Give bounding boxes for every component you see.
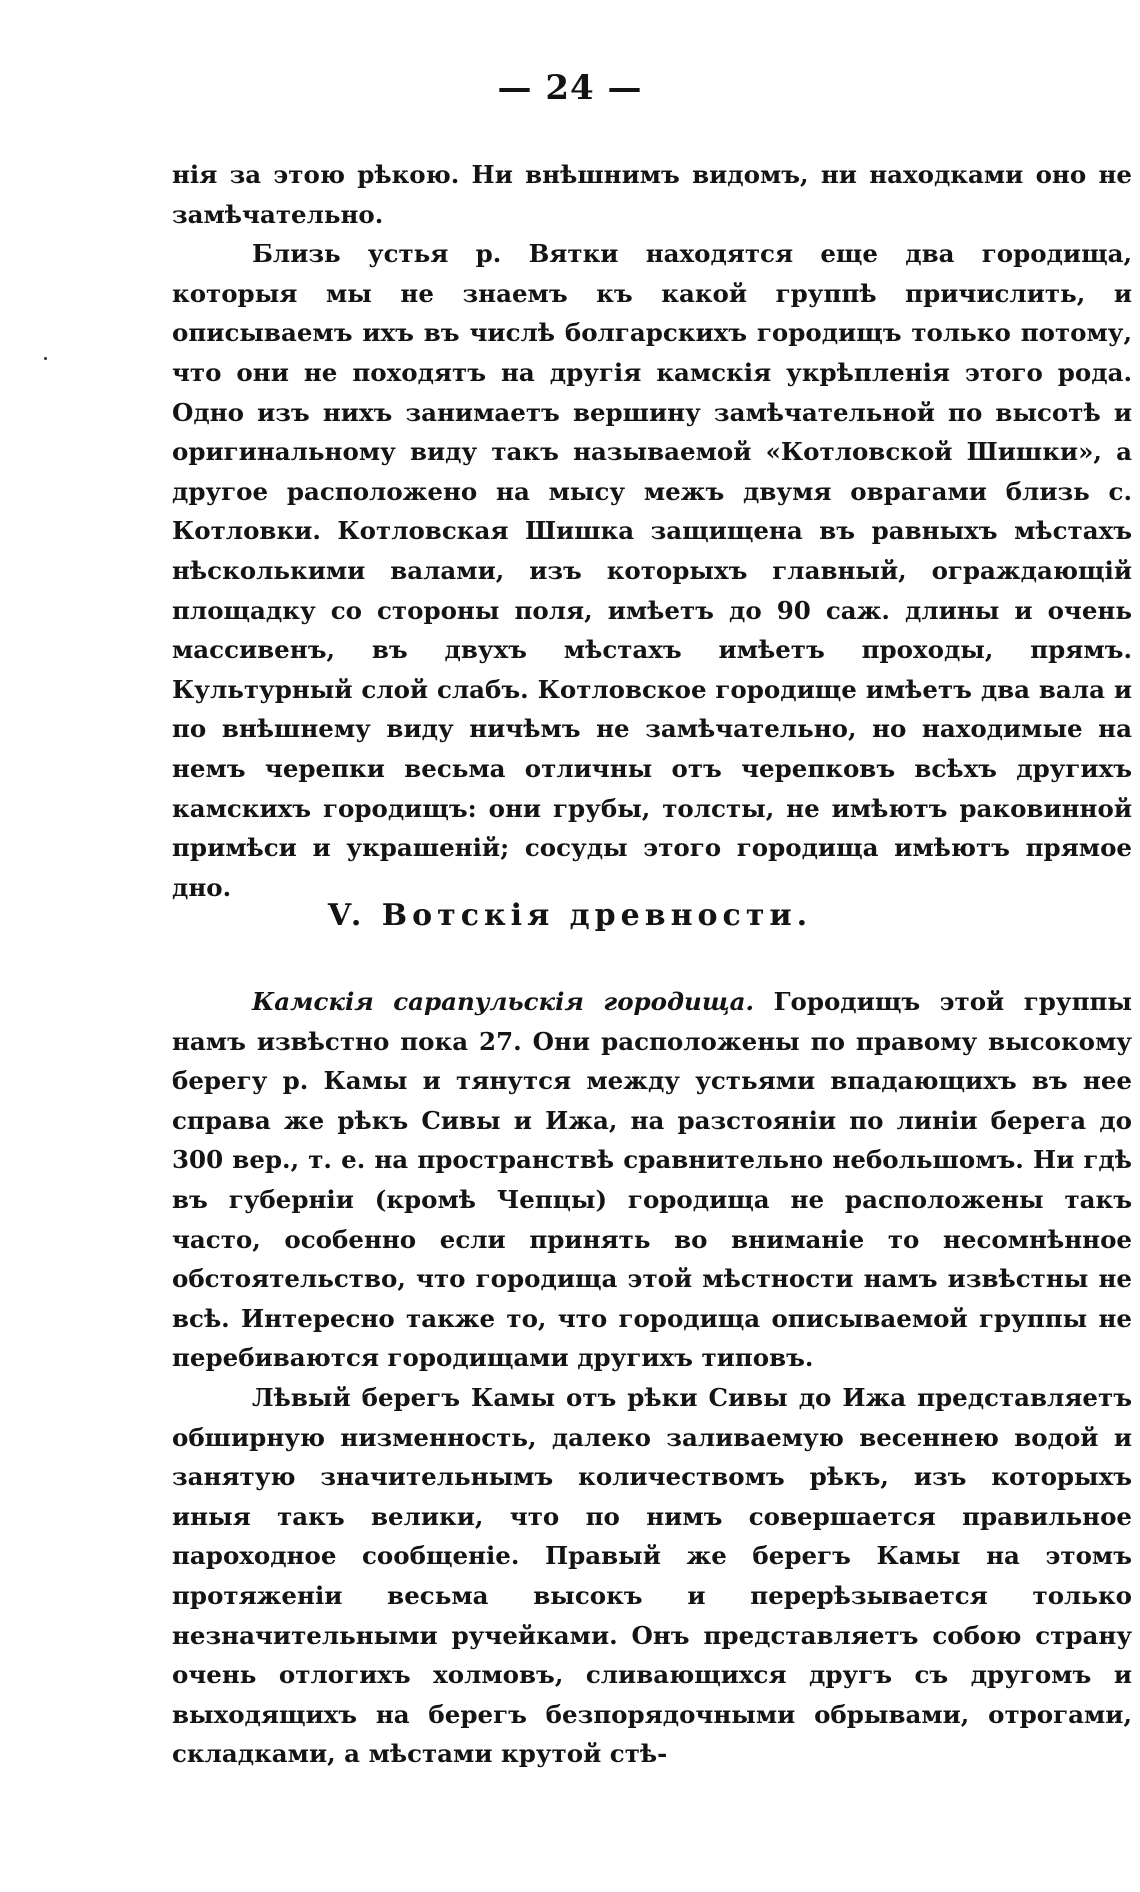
section-heading: V. Вотскія древности.	[327, 898, 813, 933]
paragraph-kama-left-bank: Лѣвый берегъ Камы отъ рѣки Сивы до Ижа представляетъ обширную низменность, далеко заливаемую весеннею водой и занятую значительнымъ количествомъ рѣкъ, изъ которыхъ иныя такъ велики, что по нимъ совершается правильное пароходное сообщеніе. Правый же берегъ Камы на этомъ протяженіи весьма высокъ и перерѣзывается только незначительными ручейками. Онъ представляетъ собою страну очень отлогихъ холмовъ, сливающихся другъ съ другомъ и выходящихъ на берегъ безпорядочными обрывами, отрогами, складками, а мѣстами крутой стѣ-	[172, 1382, 1132, 1769]
paragraph-continuation: нія за этою рѣкою. Ни внѣшнимъ видомъ, ни находками оно не замѣчательно.	[172, 160, 1132, 229]
margin-speck	[44, 357, 47, 360]
paragraph-lead-in: Камскія сарапульскія городища.	[252, 987, 755, 1016]
text-block-lower	[172, 982, 1132, 1774]
text-block-upper	[172, 155, 1132, 907]
paragraph-body: Городищъ этой группы намъ извѣстно пока 27. Они расположены по правому высокому берегу р. Камы и тянутся между устьями впадающихъ въ нее справа же рѣкъ Сивы и Ижа, на разстояніи по линіи берега до 300 вер., т. е. на пространствѣ сравнительно небольшомъ. Ни гдѣ въ губерніи (кромѣ Чепцы) городища не расположены такъ часто, особенно если принять во вниманіе то несомнѣнное обстоятельство, что городища этой мѣстности намъ извѣстны не всѣ. Интересно также то, что городища описываемой группы не перебиваются городищами другихъ типовъ.	[172, 987, 1132, 1373]
page-number: — 24 —	[497, 68, 643, 108]
paragraph-sarapul-hillforts	[172, 982, 1132, 1378]
paragraph-vyatka-hillforts: Близь устья р. Вятки находятся еще два городища, которыя мы не знаемъ къ какой группѣ причислить, и описываемъ ихъ въ числѣ болгарскихъ городищъ только потому, что они не походятъ на другія камскія укрѣпленія этого рода. Одно изъ нихъ занимаетъ вершину замѣчательной по высотѣ и оригинальному виду такъ называемой «Котловской Шишки», а другое расположено на мысу межъ двумя оврагами близь с. Котловки. Котловская Шишка защищена въ равныхъ мѣстахъ нѣсколькими валами, изъ которыхъ главный, ограждающій площадку со стороны поля, имѣетъ до 90 саж. длины и очень массивенъ, въ двухъ мѣстахъ имѣетъ проходы, прямъ. Культурный слой слабъ. Котловское городище имѣетъ два вала и по внѣшнему виду ничѣмъ не замѣчательно, но находимые на немъ черепки весьма отличны отъ черепковъ всѣхъ другихъ камскихъ городищъ: они грубы, толсты, не имѣютъ раковинной примѣси и украшеній; сосуды этого городища имѣютъ прямое дно.	[172, 239, 1132, 902]
